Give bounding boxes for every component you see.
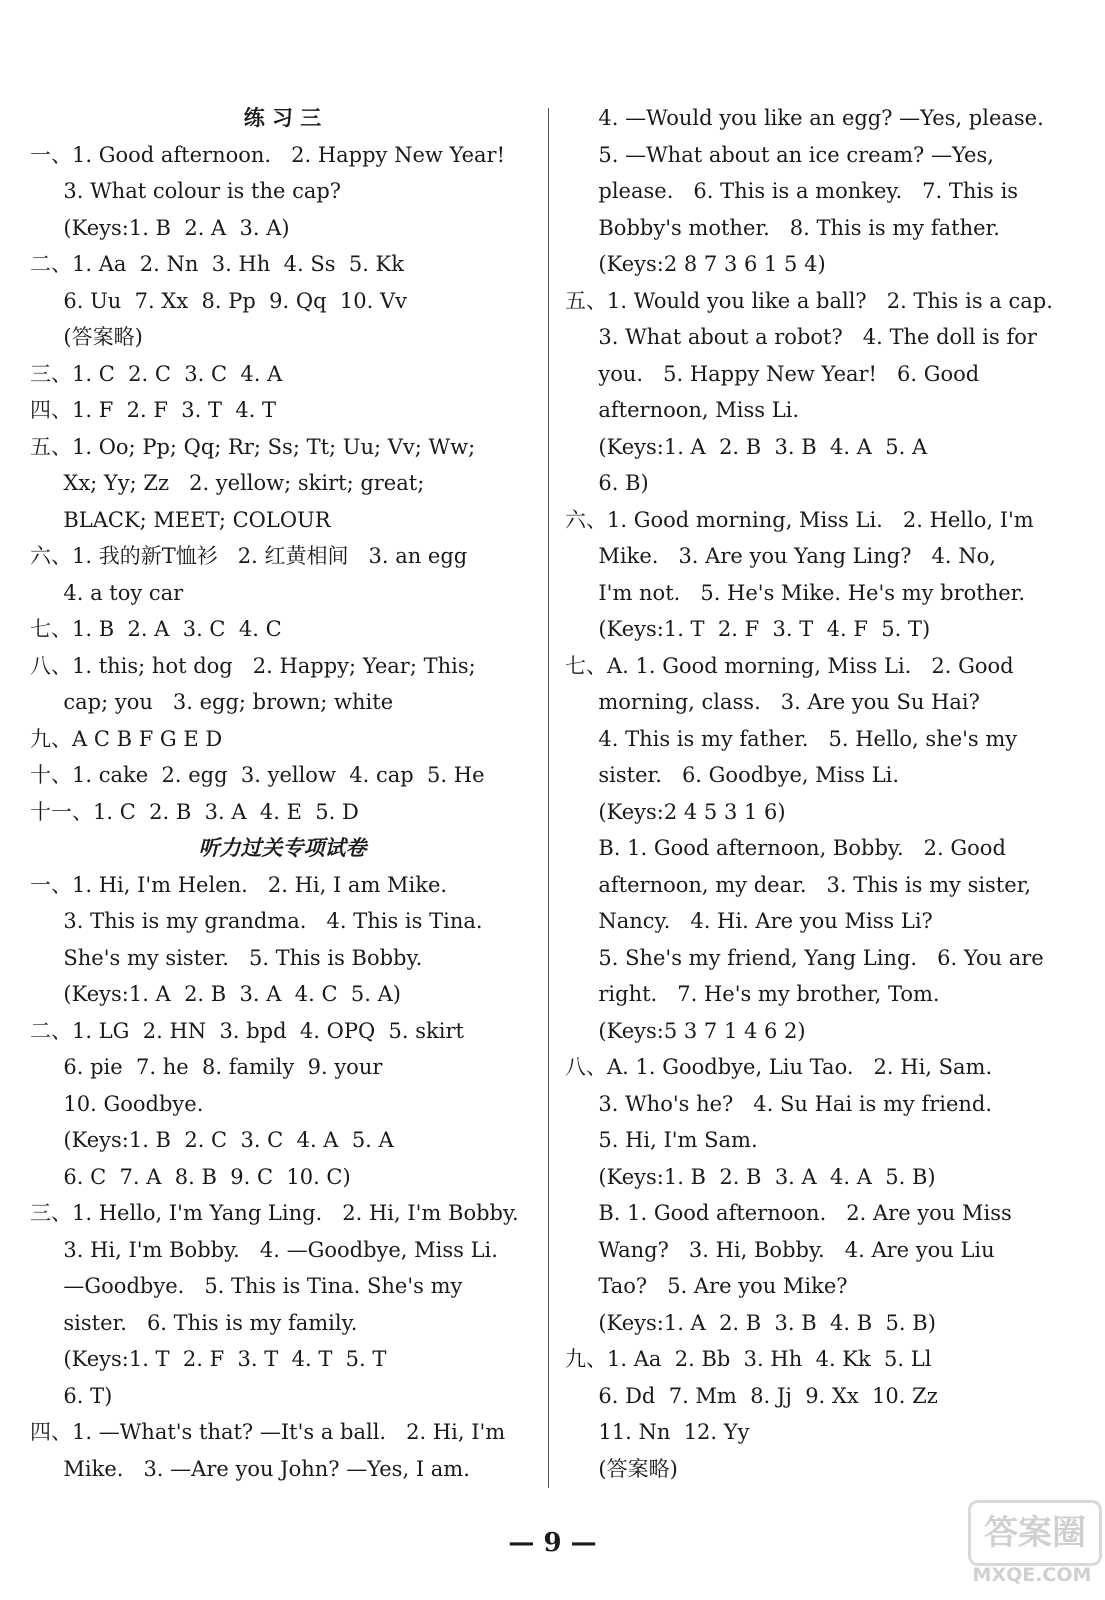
watermark-url: MXQE.COM (972, 1564, 1092, 1586)
answer-line: (Keys:1. T 2. F 3. T 4. F 5. T) (565, 617, 931, 641)
answer-line: 二、1. LG 2. HN 3. bpd 4. OPQ 5. skirt (30, 1018, 464, 1043)
column-divider (548, 108, 549, 1488)
answer-line: (答案略) (565, 1456, 678, 1481)
answer-line: 5. Hi, I'm Sam. (565, 1128, 758, 1152)
answer-line: BLACK; MEET; COLOUR (30, 507, 331, 532)
right-column (565, 100, 1070, 1487)
answer-line: please. 6. This is a monkey. 7. This is (565, 179, 1019, 203)
answer-line: 3. Hi, I'm Bobby. 4. —Goodbye, Miss Li. (30, 1237, 498, 1262)
answer-line: 5. —What about an ice cream? —Yes, (565, 142, 994, 167)
answer-line: 6. B) (565, 471, 649, 495)
answer-line: 11. Nn 12. Yy (565, 1420, 750, 1444)
answer-line: Wang? 3. Hi, Bobby. 4. Are you Liu (565, 1237, 995, 1262)
section-title-listening-test: 听力过关专项试卷 (198, 836, 367, 860)
answer-line: 七、1. B 2. A 3. C 4. C (30, 617, 282, 641)
answer-line: Bobby's mother. 8. This is my father. (565, 215, 1000, 240)
answer-line: 6. pie 7. he 8. family 9. your (30, 1055, 383, 1079)
exercise-3-answers (30, 137, 535, 831)
answer-line: (Keys:1. A 2. B 3. A 4. C 5. A) (30, 982, 401, 1006)
answer-line: (Keys:2 4 5 3 1 6) (565, 799, 786, 824)
answer-line: 三、1. Hello, I'm Yang Ling. 2. Hi, I'm Bobby. (30, 1201, 519, 1225)
answer-line: Mike. 3. Are you Yang Ling? 4. No, (565, 544, 996, 568)
answer-line: I'm not. 5. He's Mike. He's my brother. (565, 580, 1026, 605)
answer-line: afternoon, Miss Li. (565, 398, 800, 422)
answer-line: 6. T) (30, 1383, 113, 1408)
answer-line: 六、1. 我的新T恤衫 2. 红黄相间 3. an egg (30, 544, 468, 568)
answer-line: (Keys:5 3 7 1 4 6 2) (565, 1018, 806, 1043)
answer-line: cap; you 3. egg; brown; white (30, 690, 394, 714)
answer-line: sister. 6. Goodbye, Miss Li. (565, 763, 900, 787)
answer-line: (Keys:1. B 2. B 3. A 4. A 5. B) (565, 1164, 936, 1189)
answer-line: 10. Goodbye. (30, 1091, 204, 1116)
answer-line: Tao? 5. Are you Mike? (565, 1274, 848, 1298)
answer-line: 五、1. Oo; Pp; Qq; Rr; Ss; Tt; Uu; Vv; Ww; (30, 434, 476, 459)
listening-test-answers (30, 867, 535, 1488)
answer-line: 七、A. 1. Good morning, Miss Li. 2. Good (565, 653, 1014, 678)
answer-line: (答案略) (30, 325, 143, 349)
answer-line: 四、1. —What's that? —It's a ball. 2. Hi, I'm (30, 1420, 506, 1444)
answer-line: 三、1. C 2. C 3. C 4. A (30, 361, 283, 386)
answer-line: you. 5. Happy New Year! 6. Good (565, 361, 980, 386)
watermark-logo-text: 答案圈 (968, 1500, 1102, 1566)
answer-line: (Keys:1. A 2. B 3. B 4. A 5. A (565, 434, 928, 459)
answer-line: (Keys:1. B 2. C 3. C 4. A 5. A (30, 1128, 394, 1152)
answer-line: 二、1. Aa 2. Nn 3. Hh 4. Ss 5. Kk (30, 252, 404, 276)
answer-line: —Goodbye. 5. This is Tina. She's my (30, 1274, 463, 1298)
answer-line: B. 1. Good afternoon. 2. Are you Miss (565, 1201, 1012, 1225)
answer-line: 6. Uu 7. Xx 8. Pp 9. Qq 10. Vv (30, 288, 407, 313)
answer-line: 3. What colour is the cap? (30, 179, 342, 203)
answer-line: (Keys:1. A 2. B 3. B 4. B 5. B) (565, 1310, 936, 1335)
listening-test-answers-continued (565, 100, 1070, 1487)
watermark-logo (968, 1500, 1096, 1592)
answer-line: 四、1. F 2. F 3. T 4. T (30, 398, 277, 422)
answer-line: 4. a toy car (30, 580, 184, 605)
answer-line: B. 1. Good afternoon, Bobby. 2. Good (565, 836, 1006, 860)
answer-line: 3. Who's he? 4. Su Hai is my friend. (565, 1091, 993, 1116)
answer-line: (Keys:1. T 2. F 3. T 4. T 5. T (30, 1347, 387, 1371)
answer-line: (Keys:2 8 7 3 6 1 5 4) (565, 252, 826, 276)
answer-line: 5. She's my friend, Yang Ling. 6. You are (565, 945, 1044, 970)
answer-line: 3. What about a robot? 4. The doll is for (565, 325, 1037, 349)
page-number: — 9 — (508, 1528, 597, 1558)
answer-line: 6. C 7. A 8. B 9. C 10. C) (30, 1164, 351, 1189)
answer-line: 九、1. Aa 2. Bb 3. Hh 4. Kk 5. Ll (565, 1347, 932, 1371)
answer-line: 一、1. Hi, I'm Helen. 2. Hi, I am Mike. (30, 872, 448, 897)
answer-line: right. 7. He's my brother, Tom. (565, 982, 940, 1006)
answer-line: Mike. 3. —Are you John? —Yes, I am. (30, 1456, 470, 1481)
answer-line: 十、1. cake 2. egg 3. yellow 4. cap 5. He (30, 763, 485, 787)
answer-line: 4. This is my father. 5. Hello, she's my (565, 726, 1018, 751)
answer-line: 十一、1. C 2. B 3. A 4. E 5. D (30, 799, 359, 824)
answer-line: 八、1. this; hot dog 2. Happy; Year; This; (30, 653, 476, 678)
answer-line: Nancy. 4. Hi. Are you Miss Li? (565, 909, 933, 933)
answer-line: 6. Dd 7. Mm 8. Jj 9. Xx 10. Zz (565, 1383, 938, 1408)
answer-line: 4. —Would you like an egg? —Yes, please. (565, 106, 1044, 130)
answer-line: 六、1. Good morning, Miss Li. 2. Hello, I'm (565, 507, 1034, 532)
left-column (30, 100, 535, 1487)
answer-line: morning, class. 3. Are you Su Hai? (565, 690, 980, 714)
section-title-exercise-3: 练 习 三 (243, 106, 322, 130)
answer-line: afternoon, my dear. 3. This is my sister, (565, 872, 1032, 897)
answer-line: 九、A C B F G E D (30, 726, 223, 751)
answer-line: 3. This is my grandma. 4. This is Tina. (30, 909, 483, 933)
answer-line: 一、1. Good afternoon. 2. Happy New Year! (30, 142, 506, 167)
answer-line: 八、A. 1. Goodbye, Liu Tao. 2. Hi, Sam. (565, 1055, 993, 1079)
answer-line: 五、1. Would you like a ball? 2. This is a cap. (565, 288, 1053, 313)
answer-line: (Keys:1. B 2. A 3. A) (30, 215, 290, 240)
answer-line: Xx; Yy; Zz 2. yellow; skirt; great; (30, 471, 425, 495)
answer-line: sister. 6. This is my family. (30, 1310, 358, 1335)
answer-line: She's my sister. 5. This is Bobby. (30, 945, 423, 970)
